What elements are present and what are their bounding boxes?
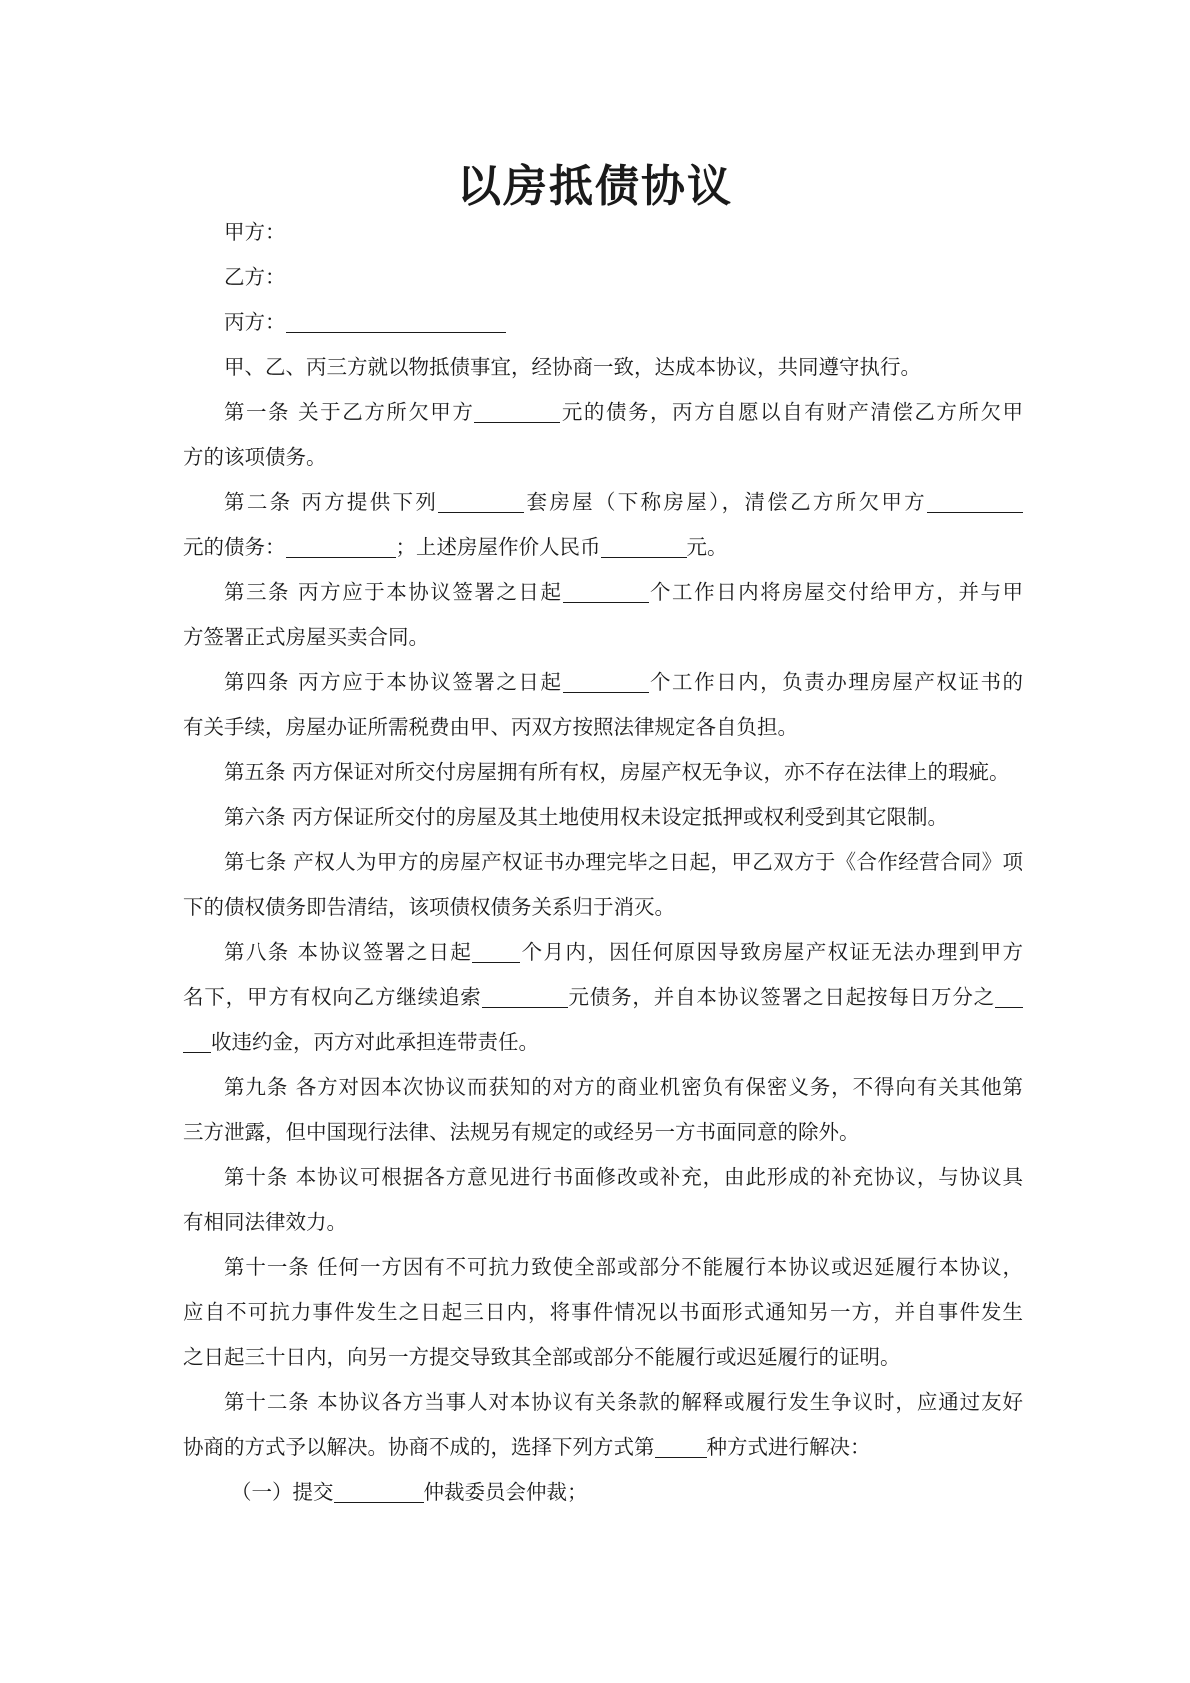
article-12-option-blank[interactable] — [655, 1435, 707, 1458]
article-11-line-1: 第十一条 任何一方因有不可抗力致使全部或部分不能履行本协议或迟延履行本协议， — [224, 1255, 1023, 1279]
party-a-line — [183, 210, 1023, 255]
article-11-line-2: 应自不可抗力事件发生之日起三日内，将事件情况以书面形式通知另一方，并自事件发生 — [183, 1300, 1023, 1324]
article-2-line-1 — [183, 480, 1023, 525]
article-11-line-3: 之日起三十日内，向另一方提交导致其全部或部分不能履行或迟延履行的证明。 — [183, 1345, 901, 1369]
article-12-text-b: 种方式进行解决： — [706, 1435, 871, 1459]
article-1-text-b: 元的债务，丙方自愿以自有财产清偿乙方所欠甲 — [560, 400, 1023, 424]
article-2-text-c: 元的债务： — [183, 535, 286, 559]
article-9-line-1: 第九条 各方对因本次协议而获知的对方的商业机密负有保密义务，不得向有关其他第 — [224, 1075, 1023, 1099]
article-8-line-1 — [183, 930, 1023, 975]
article-12-line-2 — [183, 1425, 1023, 1470]
article-1-amount-blank[interactable] — [474, 400, 560, 423]
article-8-text-e: 收违约金，丙方对此承担连带责任。 — [211, 1030, 539, 1054]
article-1-line-1 — [183, 390, 1023, 435]
article-6: 第六条 丙方保证所交付的房屋及其土地使用权未设定抵押或权利受到其它限制。 — [224, 805, 949, 829]
article-5: 第五条 丙方保证对所交付房屋拥有所有权，房屋产权无争议，亦不存在法律上的瑕疵。 — [224, 760, 1010, 784]
article-8-months-blank[interactable] — [472, 940, 520, 963]
article-3-line-2: 方签署正式房屋买卖合同。 — [183, 625, 429, 649]
option-1-line — [183, 1470, 1023, 1515]
article-1-text-a: 第一条 关于乙方所欠甲方 — [224, 400, 475, 424]
article-8-debt-blank[interactable] — [482, 985, 568, 1008]
party-c-label: 丙方： — [224, 310, 286, 334]
article-8-line-3 — [183, 1020, 1023, 1065]
article-2-text-e: 元。 — [686, 535, 728, 559]
party-a-label: 甲方： — [224, 220, 286, 244]
article-1-line-2: 方的该项债务。 — [183, 445, 327, 469]
intro-paragraph: 甲、乙、丙三方就以物抵债事宜，经协商一致，达成本协议，共同遵守执行。 — [224, 355, 921, 379]
article-4-days-blank[interactable] — [563, 670, 649, 693]
article-8-text-c: 名下，甲方有权向乙方继续追索 — [183, 985, 482, 1009]
article-3-text-b: 个工作日内将房屋交付给甲方，并与甲 — [648, 580, 1024, 604]
article-2-text-b: 套房屋（下称房屋），清偿乙方所欠甲方 — [524, 490, 927, 514]
article-2-text-a: 第二条 丙方提供下列 — [224, 490, 439, 514]
document-title: 以房抵债协议 — [457, 161, 733, 212]
article-10-line-2: 有相同法律效力。 — [183, 1210, 347, 1234]
article-2-property-blank[interactable] — [286, 535, 396, 558]
party-c-blank[interactable] — [286, 310, 506, 333]
article-3-text-a: 第三条 丙方应于本协议签署之日起 — [224, 580, 563, 604]
article-8-text-a: 第八条 本协议签署之日起 — [224, 940, 473, 964]
article-8-text-d: 元债务，并自本协议签署之日起按每日万分之 — [567, 985, 996, 1009]
article-10-line-1: 第十条 本协议可根据各方意见进行书面修改或补充，由此形成的补充协议，与协议具 — [224, 1165, 1023, 1189]
article-3-line-1 — [183, 570, 1023, 615]
article-2-price-blank[interactable] — [601, 535, 687, 558]
article-3-days-blank[interactable] — [563, 580, 649, 603]
article-12-text-a: 协商的方式予以解决。协商不成的，选择下列方式第 — [183, 1435, 655, 1459]
article-2-debt-blank[interactable] — [927, 490, 1023, 513]
option-1-arbitration-blank[interactable] — [334, 1480, 424, 1503]
option-1-text-b: 仲裁委员会仲裁； — [423, 1480, 588, 1504]
article-12-line-1: 第十二条 本协议各方当事人对本协议有关条款的解释或履行发生争议时，应通过友好 — [224, 1390, 1023, 1414]
article-4-text-b: 个工作日内，负责办理房屋产权证书的 — [648, 670, 1024, 694]
party-b-line — [183, 255, 1023, 300]
article-8-rate-blank-a[interactable] — [995, 985, 1023, 1008]
party-b-label: 乙方： — [224, 265, 286, 289]
article-7-line-1: 第七条 产权人为甲方的房屋产权证书办理完毕之日起，甲乙双方于《合作经营合同》项 — [224, 850, 1023, 874]
article-2-units-blank[interactable] — [438, 490, 524, 513]
document-body — [183, 210, 1023, 1515]
article-4-line-2: 有关手续，房屋办证所需税费由甲、丙双方按照法律规定各自负担。 — [183, 715, 798, 739]
article-2-line-2 — [183, 525, 1023, 570]
article-8-text-b: 个月内，因任何原因导致房屋产权证无法办理到甲方 — [520, 940, 1023, 964]
article-7-line-2: 下的债权债务即告清结，该项债权债务关系归于消灭。 — [183, 895, 675, 919]
article-4-text-a: 第四条 丙方应于本协议签署之日起 — [224, 670, 563, 694]
party-c-line — [183, 300, 1023, 345]
article-8-rate-blank-b[interactable] — [183, 1030, 211, 1053]
article-8-line-2 — [183, 975, 1023, 1020]
article-4-line-1 — [183, 660, 1023, 705]
article-2-text-d: ；上述房屋作价人民币 — [395, 535, 601, 559]
article-9-line-2: 三方泄露，但中国现行法律、法规另有规定的或经另一方书面同意的除外。 — [183, 1120, 860, 1144]
option-1-text-a: （一）提交 — [231, 1480, 334, 1504]
